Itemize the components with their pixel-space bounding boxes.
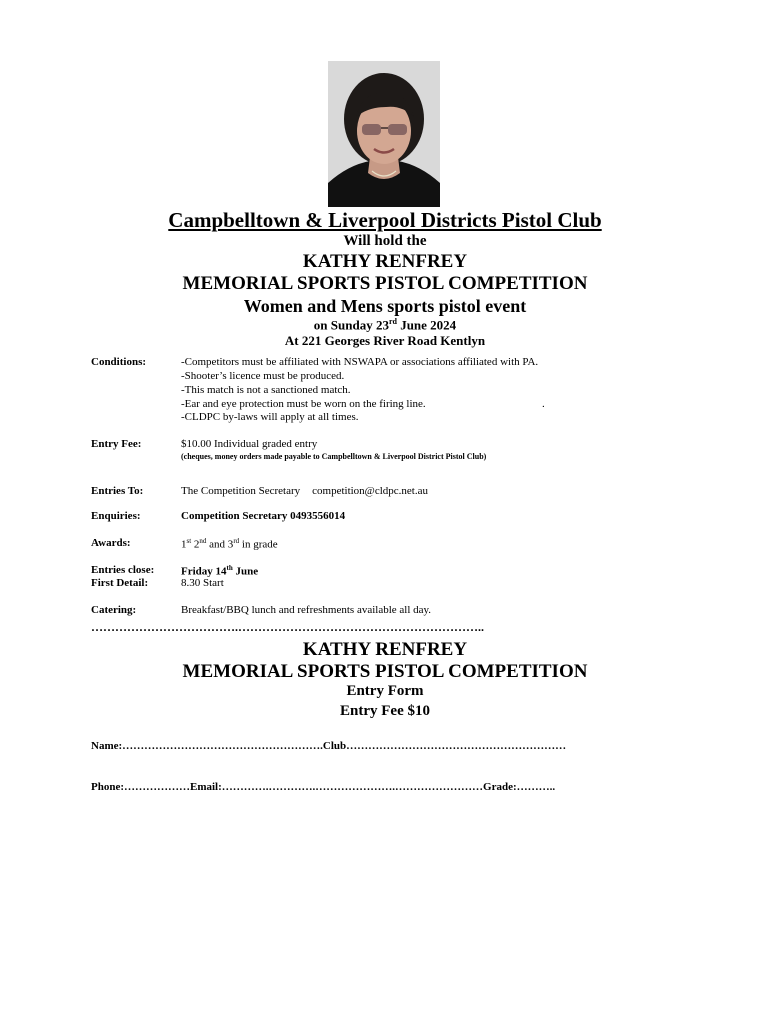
entry-fee-value: $10.00 Individual graded entry [181,438,318,450]
awards-third: and 3 [206,538,234,551]
entries-close-prefix: Friday 14 [181,565,227,578]
awards-first-sup: st [186,537,192,545]
form-fee: Entry Fee $10 [340,703,430,719]
event-date-prefix: on Sunday 23 [313,317,389,333]
entries-close-value [181,564,258,578]
form-title-line-1: KATHY RENFREY [302,639,468,660]
event-date [0,317,770,333]
awards-second: 2 [191,538,200,551]
awards-second-sup: nd [199,537,207,545]
portrait-photo [328,61,440,207]
event-venue: At 221 Georges River Road Kentlyn [284,333,486,348]
entries-close-sup: th [226,564,233,572]
club-title: Campbelltown & Liverpool Districts Pistol Club [168,208,602,232]
phone-email-grade-field-line[interactable]: Phone:………………Email:………….………….………………….……………………Grade:……….. [91,781,556,793]
awards-value [181,537,278,551]
condition-line: -Ear and eye protection must be worn on the firing line. [181,398,426,410]
catering-value: Breakfast/BBQ lunch and refreshments available all day. [181,604,432,616]
event-type: Women and Mens sports pistol event [243,296,527,316]
name-club-field-line[interactable]: Name:……………………………………………….Club…………………………………………………… [91,740,567,752]
entries-to-value [181,485,428,497]
event-name-line-1: KATHY RENFREY [302,251,468,272]
awards-first: 1 [181,538,187,551]
catering-label: Catering: [91,604,137,616]
condition-line: -CLDPC by-laws will apply at all times. [181,411,359,423]
condition-line: -This match is not a sanctioned match. [181,384,351,396]
entries-close-suffix: June [232,565,259,578]
awards-label: Awards: [91,537,131,549]
condition-trailing-mark: . [542,398,545,410]
will-hold-text: Will hold the [343,233,427,249]
portrait-image [328,61,440,207]
enquiries-value: Competition Secretary 0493556014 [181,510,346,522]
awards-suffix: in grade [239,538,278,551]
form-title-line-2: MEMORIAL SPORTS PISTOL COMPETITION [182,661,588,682]
first-detail-label: First Detail: [91,577,149,589]
enquiries-label: Enquiries: [91,510,141,522]
conditions-label: Conditions: [91,356,147,368]
event-date-sup: rd [388,317,397,326]
first-detail-value: 8.30 Start [181,577,224,589]
entry-fee-note: (cheques, money orders made payable to Campbelltown & Liverpool District Pistol Club) [181,452,487,461]
awards-third-sup: rd [233,537,240,545]
event-date-suffix: June 2024 [396,317,457,333]
entries-close-label: Entries close: [91,564,155,576]
form-subtitle: Entry Form [346,683,424,699]
entry-fee-label: Entry Fee: [91,438,142,450]
condition-line: -Shooter’s licence must be produced. [181,370,345,382]
event-name-line-2: MEMORIAL SPORTS PISTOL COMPETITION [182,273,588,294]
cut-line-separator: ……………………………….…………………………………………………….. [91,620,484,634]
condition-line: -Competitors must be affiliated with NSWAPA or associations affiliated with PA. [181,356,539,368]
entries-to-email: competition@cldpc.net.au [312,485,428,497]
entries-to-label: Entries To: [91,485,144,497]
entries-to-recipient: The Competition Secretary [181,485,301,497]
